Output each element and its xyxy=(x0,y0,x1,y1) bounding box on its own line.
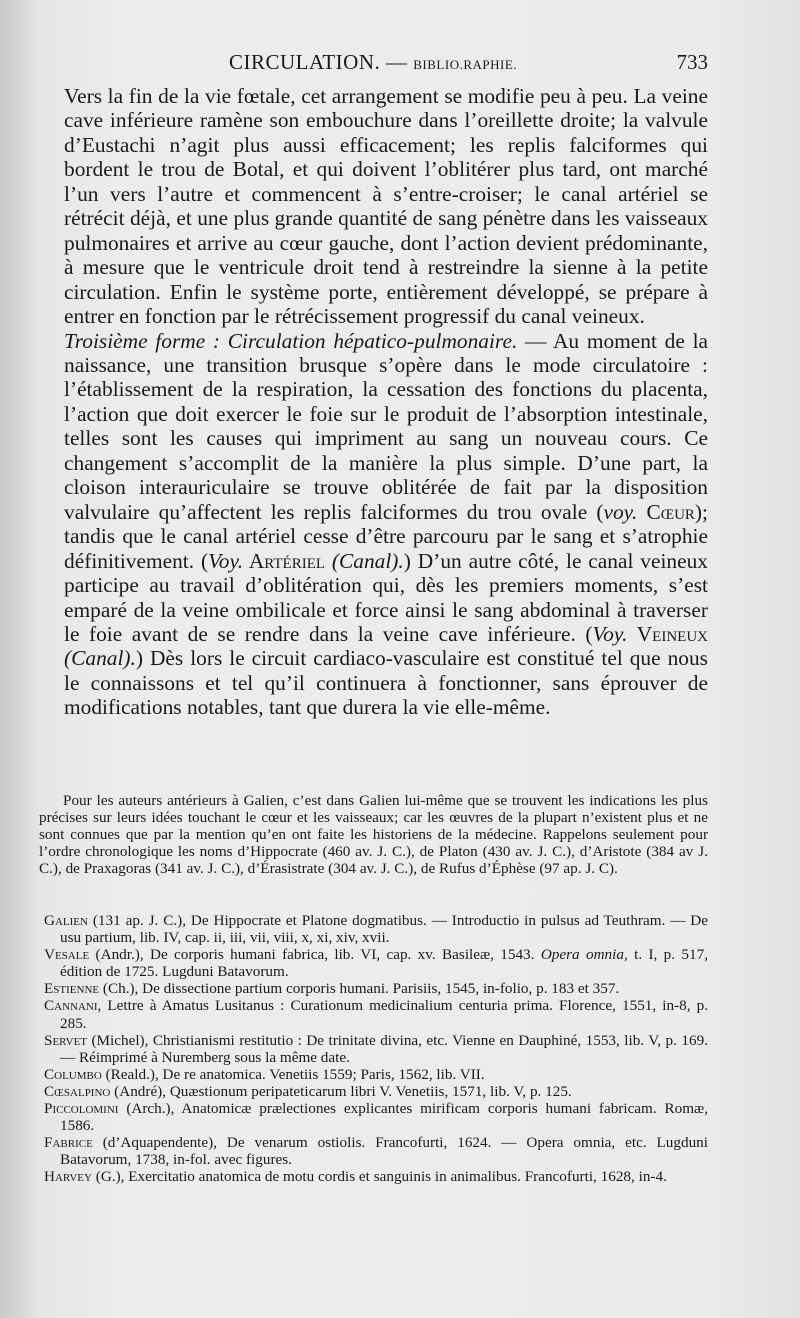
bibliography-entry xyxy=(44,1168,708,1185)
bibliography-entry xyxy=(44,997,708,1031)
entry-author: Fabrice xyxy=(44,1134,93,1152)
text-segment: ) D’un autre côté, le canal veineux participe au travail d’oblitération qui, dès les premiers moments, s’est emparé de la veine ombilicale et force ainsi le sang abdominal à traverser le foie avant de se rendre dans la veine cave inférieure. ( xyxy=(64,548,708,646)
voy-reference: voy. xyxy=(603,499,638,524)
bibliography-entry xyxy=(44,912,708,946)
entry-text: (Andr.), De corporis humani fabrica, lib. VI, cap. xv. Basileæ, 1543. xyxy=(89,946,541,964)
cross-ref-veineux: Veineux xyxy=(627,621,708,646)
entry-text: (131 ap. J. C.), De Hippocrate et Platone dogmatibus. — Introductio in pulsus ad Teuthram. — De usu partium, lib. IV, cap. ii, iii, vii, viii, x, xi, xiv, xvii. xyxy=(60,912,708,947)
page-number: 733 xyxy=(676,50,708,74)
cross-ref-arteriel: Artériel xyxy=(243,548,326,573)
bibliography-entry xyxy=(44,1100,708,1134)
entry-text: , Lettre à Amatus Lusitanus : Curationum medicinalium centuria prima. Florence, 1551, in-8, p. 285. xyxy=(60,997,708,1032)
entry-author: Estienne xyxy=(44,980,100,998)
entry-text: (Michel), Christianismi restitutio : De trinitate divina, etc. Vienne en Dauphiné, 1553, lib. V, p. 169. — Réimprimé à Nuremberg sous la même date. xyxy=(60,1031,708,1066)
running-header xyxy=(64,50,708,80)
bibliography-list xyxy=(44,912,708,1186)
section-title: CIRCULATION. xyxy=(229,50,381,74)
voy-reference: Voy. xyxy=(208,548,244,573)
entry-text: (G.), Exercitatio anatomica de motu cordis et sanguinis in animalibus. Francofurti, 1628, in-4. xyxy=(91,1168,667,1186)
voy-reference: Voy. xyxy=(592,621,628,646)
entry-author: Piccolomini xyxy=(44,1100,119,1118)
historical-note xyxy=(39,792,708,877)
text-segment: — Au moment de la naissance, une transition brusque s’opère dans le mode circulatoire : l’établissement de la respiration, la cessation des fonctions du placenta, l’action que doit exercer le foie sur le produit de l’absorption intestinale, telles sont les causes qui impriment au sang un nouveau cours. Ce changement s’accomplit de la manière la plus simple. D’une part, la cloison interauriculaire se trouve oblitérée de fait par la disposition valvulaire qu’affectent les replis falciformes du trou ovale ( xyxy=(64,328,709,524)
text-segment: ); tandis que le canal artériel cesse d’être parcouru par le sang et s’atrophie définitivement. ( xyxy=(64,499,708,573)
bibliography-entry xyxy=(44,1032,708,1066)
entry-author: Harvey xyxy=(44,1168,92,1186)
entry-text: (André), Quæstionum peripateticarum libri V. Venetiis, 1571, lib. V, p. 125. xyxy=(110,1082,572,1100)
paragraph-third-form xyxy=(64,329,708,720)
cross-ref-canal: (Canal). xyxy=(325,548,404,573)
entry-author: Servet xyxy=(44,1031,88,1049)
bibliography-entry xyxy=(44,980,708,997)
bibliography-entry xyxy=(44,1134,708,1168)
entry-text: (Reald.), De re anatomica. Venetiis 1559; Paris, 1562, lib. VII. xyxy=(101,1065,485,1083)
cross-ref-canal: (Canal). xyxy=(64,646,136,671)
entry-text-continued: t. I, p. 517, édition de 1725. Lugduni Batavorum. xyxy=(60,946,709,981)
entry-text: (Ch.), De dissectione partium corporis humani. Parisiis, 1545, in-folio, p. 183 et 357. xyxy=(99,980,620,998)
bibliography-entry xyxy=(44,946,708,980)
bibliography-entry xyxy=(44,1083,708,1100)
text-segment: ) Dès lors le circuit cardiaco-vasculaire est constitué tel que nous le connaissons et tel qu’il continuera à fonctionner, sans éprouver de modifications notables, tant que durera la vie elle-même. xyxy=(64,646,708,720)
bibliography-entry xyxy=(44,1066,708,1083)
entry-author: Galien xyxy=(44,912,88,929)
entry-italic-title: Opera omnia, xyxy=(540,946,628,964)
entry-text: (Arch.), Anatomicæ prælectiones explicantes mirificam corporis humani fabricam. Romæ, 1586. xyxy=(60,1100,708,1135)
header-dash: — xyxy=(386,50,408,74)
running-title xyxy=(229,50,517,75)
entry-author: Vesale xyxy=(44,946,90,964)
note-paragraph: Pour les auteurs antérieurs à Galien, c’est dans Galien lui-même que se trouvent les indications les plus précises sur leurs idées touchant le cœur et les vaisseaux; car les œuvres de la plupart n’existent plus et ne sont connues que par la mention qu’en ont faite les historiens de la médecine. Rappelons seulement pour l’ordre chronologique les noms d’Hippocrate (460 av. J. C.), de Platon (430 av. J. C.), d’Aristote (384 av J. C.), de Praxagoras (341 av. J. C.), d’Érasistrate (304 av. J. C.), de Rufus d’Éphèse (97 ap. J. C). xyxy=(39,792,708,878)
paragraph-fetal-end: Vers la fin de la vie fœtale, cet arrangement se modifie peu à peu. La veine cave inférieure ramène son embouchure dans l’oreillette droite; la valvule d’Eustachi n’agit plus aussi efficacement; les replis falciformes qui bordent le trou de Botal, et qui doivent l’oblitérer plus tard, ont marché l’un vers l’autre et commencent à s’entre-croiser; le canal artériel se rétrécit déjà, et une plus grande quantité de sang pénètre dans les vaisseaux pulmonaires et arrive au cœur gauche, dont l’action devient prédominante, à mesure que le ventricule droit tend à restreindre la sienne à la petite circulation. Enfin le système porte, entièrement développé, se prépare à entrer en fonction par le rétrécissement progressif du canal veineux. xyxy=(64,84,708,329)
entry-author: Columbo xyxy=(44,1065,102,1083)
cross-ref-coeur: Cœur xyxy=(637,499,695,524)
entry-author: Cœsalpino xyxy=(44,1082,111,1100)
subsection-title: BIBLIO.RAPHIE. xyxy=(413,57,518,72)
section-heading-third-form: Troisième forme : Circulation hépatico-pulmonaire. xyxy=(64,328,518,353)
entry-author: Cannani xyxy=(44,997,98,1015)
main-text xyxy=(64,84,708,720)
entry-text: (d’Aquapendente), De venarum ostiolis. Francofurti, 1624. — Opera omnia, etc. Lugduni Batavorum, 1738, in-fol. avec figures. xyxy=(60,1134,708,1169)
